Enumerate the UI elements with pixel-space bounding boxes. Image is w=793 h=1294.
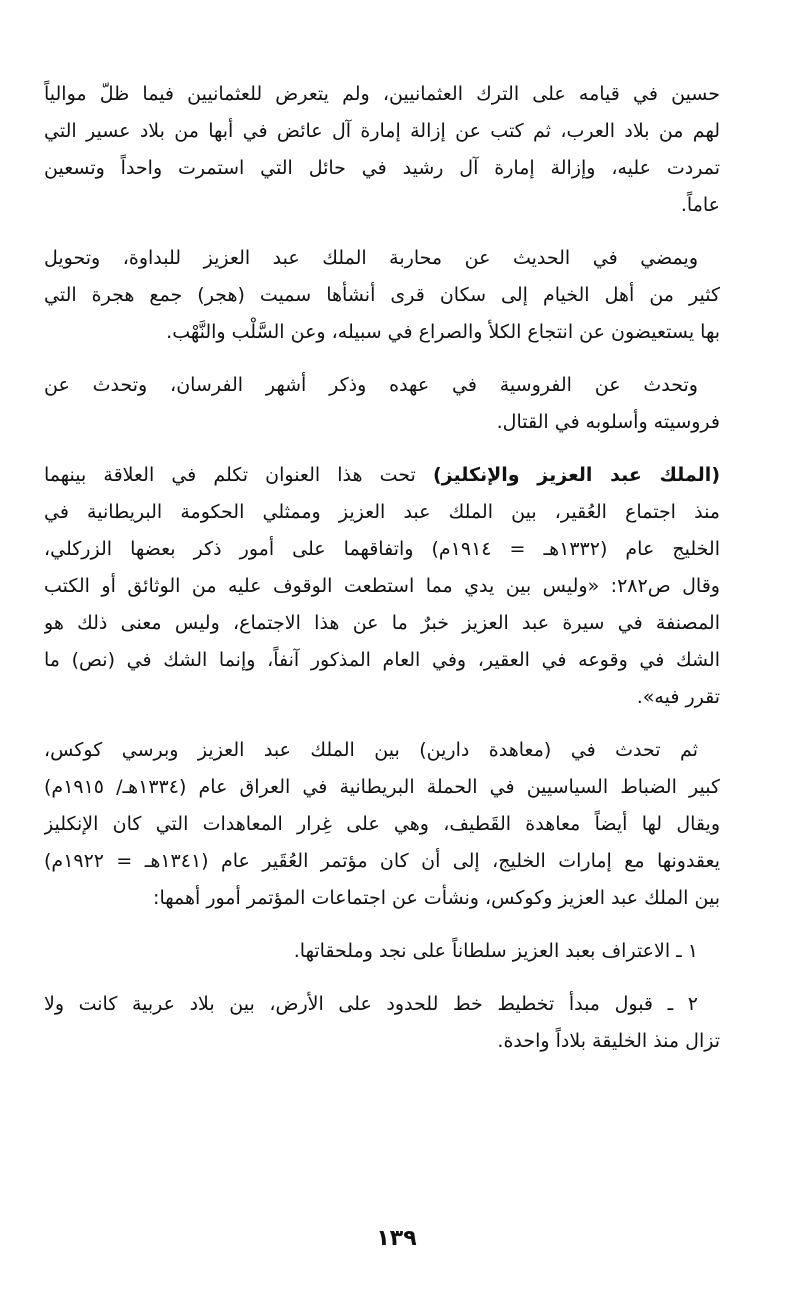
text-line: ١ ـ الاعتراف بعبد العزيز سلطاناً على نجد وملحقاتها. — [293, 940, 698, 962]
text-line: الشك في وقوعه في العقير، وفي العام المذكور آنفاً، وإنما الشك في (نص) ما — [44, 649, 720, 671]
text-line: عاماً. — [680, 194, 720, 216]
text-line: ثم تحدث في (معاهدة دارين) بين الملك عبد العزيز وبرسي كوكس، — [44, 739, 698, 761]
list-item-1 — [44, 933, 720, 970]
paragraph-3 — [44, 367, 720, 441]
text-line: بها يستعيضون عن انتجاع الكلأ والصراع في سبيله، وعن السَّلْب والنَّهْب. — [166, 321, 720, 343]
list-item-2 — [44, 986, 720, 1060]
heading-continuation: تحت هذا العنوان تكلم في العلاقة بينهما — [44, 464, 416, 486]
paragraph-4 — [44, 457, 720, 716]
text-line: تزال منذ الخليقة بلاداً واحدة. — [497, 1030, 720, 1052]
text-line: بين الملك عبد العزيز وكوكس، ونشأت عن اجتماعات المؤتمر أمور أهمها: — [153, 887, 720, 909]
text-line: ويمضي في الحديث عن محاربة الملك عبد العزيز للبداوة، وتحويل — [44, 247, 698, 269]
paragraph-5 — [44, 732, 720, 917]
text-line: الخليج عام (١٣٣٢هـ = ١٩١٤م) واتفاقهما على أمور ذكر بعضها الزركلي، — [44, 538, 720, 560]
text-line: يعقدونها مع إمارات الخليج، إلى أن كان مؤتمر العُقَير عام (١٣٤١هـ = ١٩٢٢م) — [44, 850, 720, 872]
text-line: ٢ ـ قبول مبدأ تخطيط خط للحدود على الأرض، بين بلاد عربية كانت ولا — [44, 993, 698, 1015]
text-line: تمردت عليه، وإزالة إمارة آل رشيد في حائل التي استمرت واحداً وتسعين — [44, 157, 720, 179]
section-heading: (الملك عبد العزيز والإنكليز) — [432, 464, 720, 486]
text-line: لهم من بلاد العرب، ثم كتب عن إزالة إمارة آل عائض في أبها من بلاد عسير التي — [44, 120, 720, 142]
text-line: وقال ص٢٨٢: «وليس بين يدي مما استطعت الوقوف عليه من الوثائق أو الكتب — [44, 575, 720, 597]
text-line: فروسيته وأسلوبه في القتال. — [496, 411, 720, 433]
text-line: كبير الضباط السياسيين في الحملة البريطانية في العراق عام (١٣٣٤هـ/ ١٩١٥م) — [44, 776, 720, 798]
text-line-with-heading — [44, 457, 720, 494]
text-line: كثير من أهل الخيام إلى سكان قرى أنشأها سميت (هجر) جمع هجرة التي — [44, 284, 720, 306]
text-line: وتحدث عن الفروسية في عهده وذكر أشهر الفرسان، وتحدث عن — [44, 374, 698, 396]
text-line: ويقال لها أيضاً معاهدة القَطيف، وهي على غِرار المعاهدات التي كان الإنكليز — [44, 813, 720, 835]
text-line: تقرر فيه». — [636, 686, 720, 708]
page-body — [44, 76, 720, 1076]
text-line: منذ اجتماع العُقير، بين الملك عبد العزيز وممثلي الحكومة البريطانية في — [44, 501, 720, 523]
paragraph-2 — [44, 240, 720, 351]
paragraph-1 — [44, 76, 720, 224]
page-number: ١٣٩ — [376, 1226, 417, 1251]
text-line: حسين في قيامه على الترك العثمانيين، ولم يتعرض للعثمانيين فيما ظلّ موالياً — [44, 83, 720, 105]
text-line: المصنفة في سيرة عبد العزيز خبرٌ ما عن هذا الاجتماع، وليس معنى ذلك هو — [44, 612, 720, 634]
